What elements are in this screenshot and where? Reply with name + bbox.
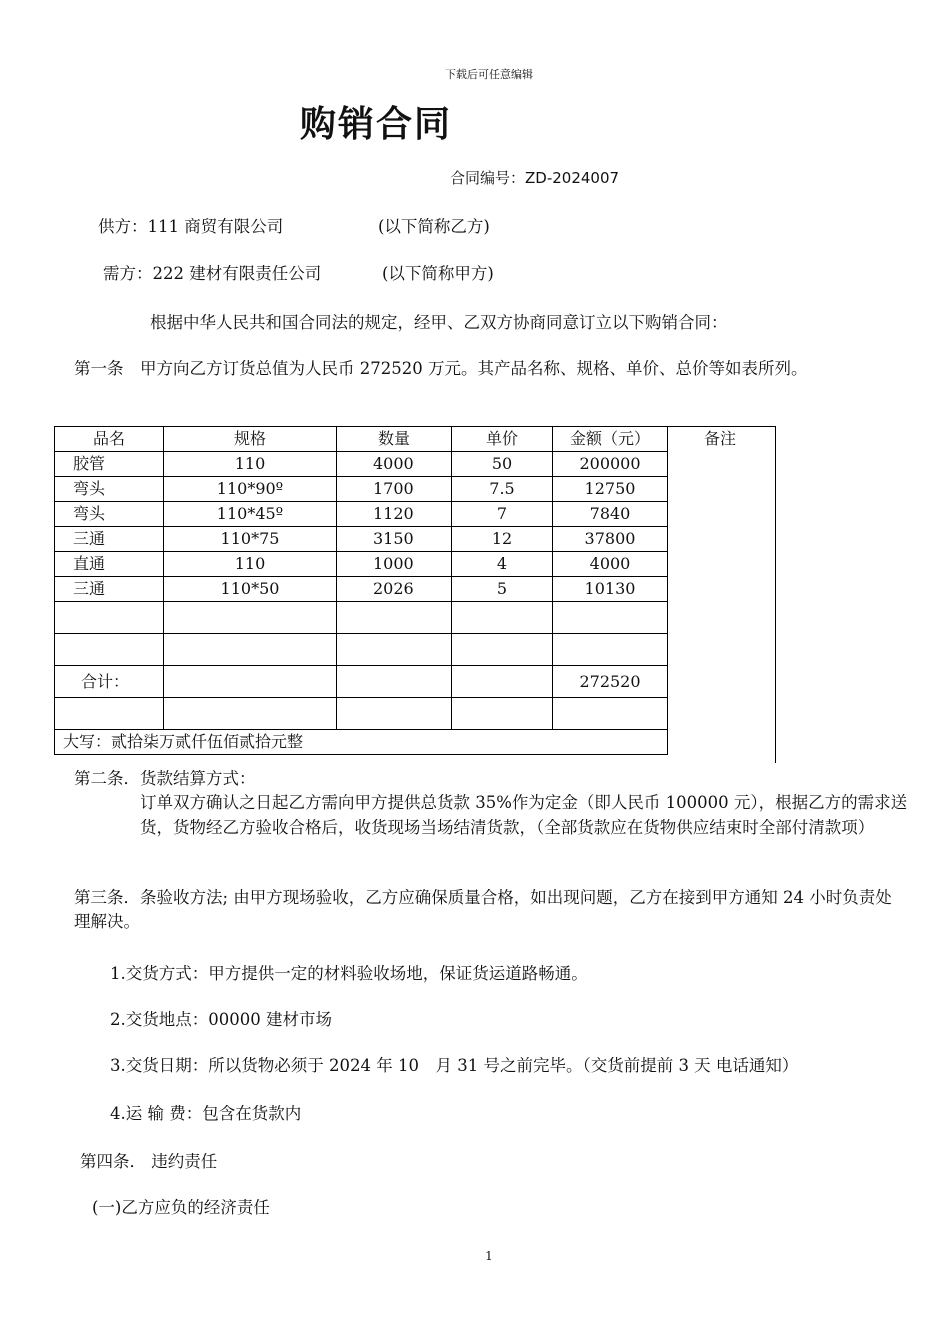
cell-amount: 12750	[553, 477, 668, 502]
table-capital-row	[55, 730, 668, 755]
page-title: 购销合同	[300, 103, 453, 145]
cell-empty	[452, 634, 553, 666]
header-price: 单价	[452, 427, 553, 452]
header-remark: 备注	[703, 429, 736, 448]
cell-name: 胶管	[55, 452, 164, 477]
cell-qty: 1120	[337, 502, 452, 527]
article-4-sub: (一)乙方应负的经济责任	[92, 1198, 270, 1217]
article-2-body: 订单双方确认之日起乙方需向甲方提供总货款 35%作为定金（即人民币 100000 元），根据乙方的需求送货，货物经乙方验收合格后，收货现场当场结清货款，（全部货款应在货物供应结束时全部付清款项）	[140, 793, 908, 837]
cell-empty	[452, 698, 553, 730]
article-4: 第四条． 违约责任	[80, 1152, 218, 1171]
cell-spec: 110*75	[164, 527, 337, 552]
header-amount: 金额（元）	[553, 427, 668, 452]
cell-empty	[553, 634, 668, 666]
page-number: 1	[485, 1249, 493, 1263]
article-2-title: 第二条．货款结算方式：	[74, 769, 256, 788]
cell-price: 5	[452, 577, 553, 602]
buyer-alias: (以下简称甲方)	[382, 264, 494, 283]
table-row	[55, 552, 668, 577]
cell-name: 弯头	[55, 502, 164, 527]
cell-empty	[55, 698, 164, 730]
cell-price: 12	[452, 527, 553, 552]
table-total-row	[55, 666, 668, 698]
article-1: 第一条 甲方向乙方订货总值为人民币 272520 万元。其产品名称、规格、单价、总价等如表所列。	[74, 359, 808, 378]
cell-amount: 10130	[553, 577, 668, 602]
cell-amount: 37800	[553, 527, 668, 552]
table-row	[55, 577, 668, 602]
cell-name: 弯头	[55, 477, 164, 502]
table-row-empty	[55, 634, 668, 666]
header-name: 品名	[55, 427, 164, 452]
header-qty: 数量	[337, 427, 452, 452]
cell-price: 4	[452, 552, 553, 577]
preamble: 根据中华人民共和国合同法的规定，经甲、乙双方协商同意订立以下购销合同：	[150, 313, 728, 332]
cell-qty: 1000	[337, 552, 452, 577]
table-row-empty	[55, 698, 668, 730]
table-row	[55, 477, 668, 502]
cell-empty	[337, 634, 452, 666]
cell-empty	[164, 634, 337, 666]
cell-qty: 2026	[337, 577, 452, 602]
cell-empty	[337, 602, 452, 634]
cell-empty	[164, 666, 337, 698]
cell-spec: 110*50	[164, 577, 337, 602]
total-label: 合计：	[55, 666, 164, 698]
supplier-label: 供方：111 商贸有限公司	[98, 217, 284, 236]
table-header-row	[55, 427, 668, 452]
remark-column	[665, 426, 776, 763]
supplier-alias: (以下简称乙方)	[378, 217, 490, 236]
cell-price: 7.5	[452, 477, 553, 502]
cell-qty: 1700	[337, 477, 452, 502]
delivery-location: 2.交货地点：00000 建材市场	[110, 1010, 332, 1029]
table-row	[55, 452, 668, 477]
cell-spec: 110	[164, 452, 337, 477]
cell-amount: 7840	[553, 502, 668, 527]
cell-qty: 4000	[337, 452, 452, 477]
cell-price: 7	[452, 502, 553, 527]
cell-empty	[452, 666, 553, 698]
cell-empty	[55, 634, 164, 666]
cell-spec: 110	[164, 552, 337, 577]
cell-empty	[553, 698, 668, 730]
cell-qty: 3150	[337, 527, 452, 552]
cell-spec: 110*90º	[164, 477, 337, 502]
buyer-label: 需方：222 建材有限责任公司	[103, 264, 322, 283]
article-3: 第三条．条验收方法; 由甲方现场验收，乙方应确保质量合格，如出现问题，乙方在接到甲方通知 24 小时负责处理解决。	[74, 888, 892, 931]
cell-spec: 110*45º	[164, 502, 337, 527]
cell-name: 三通	[55, 577, 164, 602]
cell-empty	[337, 698, 452, 730]
cell-empty	[164, 602, 337, 634]
table-row-empty	[55, 602, 668, 634]
delivery-date: 3.交货日期：所以货物必须于 2024 年 10 月 31 号之前完毕。（交货前提前 3 天 电话通知）	[110, 1056, 799, 1075]
total-value: 272520	[553, 666, 668, 698]
header-note: 下载后可任意编辑	[445, 68, 533, 81]
freight: 4.运 输 费：包含在货款内	[110, 1104, 302, 1123]
cell-name: 直通	[55, 552, 164, 577]
delivery-method: 1.交货方式：甲方提供一定的材料验收场地，保证货运道路畅通。	[110, 964, 588, 983]
cell-price: 50	[452, 452, 553, 477]
table-row	[55, 527, 668, 552]
cell-empty	[553, 602, 668, 634]
cell-amount: 200000	[553, 452, 668, 477]
capital-amount: 大写：贰拾柒万贰仟伍佰贰拾元整	[55, 730, 668, 755]
cell-empty	[452, 602, 553, 634]
cell-empty	[164, 698, 337, 730]
cell-empty	[337, 666, 452, 698]
contract-number: 合同编号：ZD-2024007	[450, 169, 620, 187]
cell-empty	[55, 602, 164, 634]
goods-table	[54, 426, 668, 755]
cell-name: 三通	[55, 527, 164, 552]
table-row	[55, 502, 668, 527]
header-spec: 规格	[164, 427, 337, 452]
cell-amount: 4000	[553, 552, 668, 577]
